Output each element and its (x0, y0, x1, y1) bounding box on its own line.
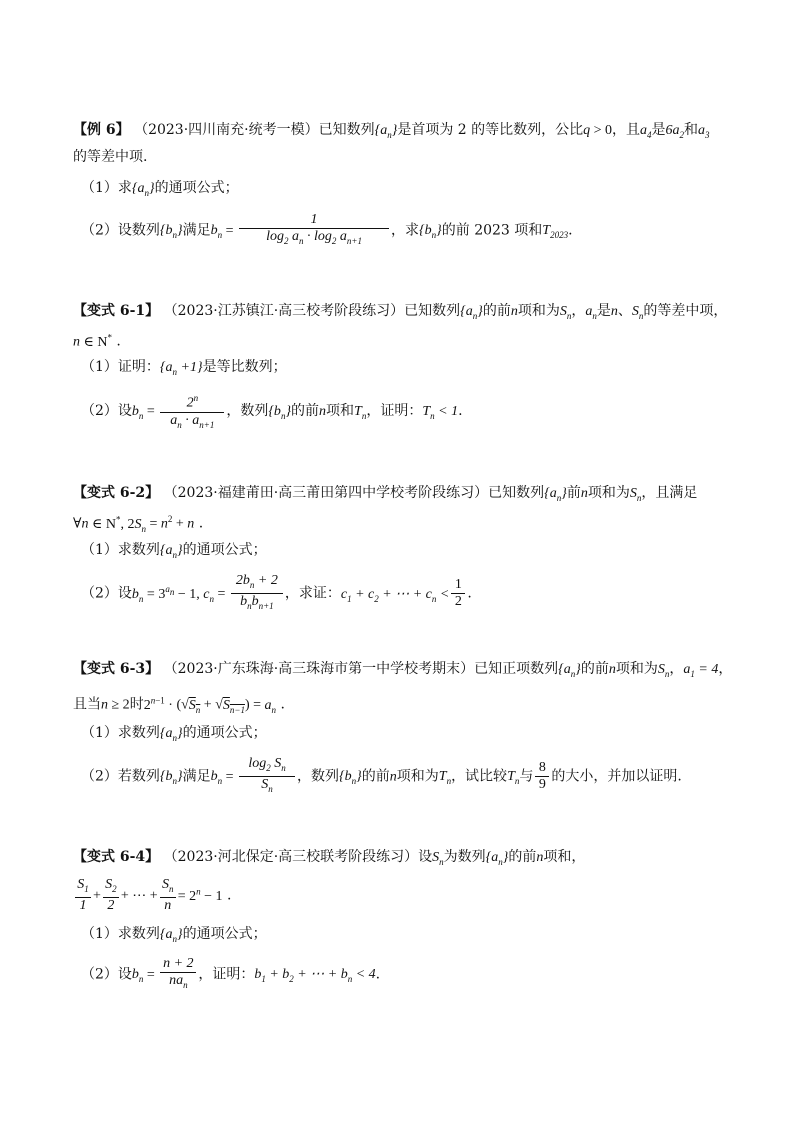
fraction: $\frac{S_n}{n}$ (160, 877, 176, 914)
math: $b_n$ (131, 967, 144, 985)
problem-tag: 【变式 6-2】 (73, 485, 160, 501)
math: $\{a_n\}$ (374, 123, 398, 140)
math: $b_n$ (131, 404, 144, 422)
math: $T_{2023}$ (542, 223, 569, 241)
fraction: $\frac{1}{\log_2 a_n \cdot \log_2 a_{n+1}}$ (239, 212, 389, 249)
problem-v63-part1: （1）求数列$\{a_n\}$的通项公式； (81, 725, 267, 743)
problem-v63-part2: （2）若数列$\{b_n\}$满足$b_n$ = $\frac{\log_2 S_n}{S_n}$ ，数列$\{b_n\}$的前n项和为$T_n$，试比较$T_n$与 $\frac{8}{9}$ 的大小，并加以证明. (81, 756, 682, 798)
problem-v62-statement: 【变式 6-2】 （2023·福建莆田·高三莆田第四中学校考阶段练习）已知数列$\{a_n\}$前n项和为$S_n$，且满足 (73, 485, 698, 503)
math: $\{b_n\}$ (268, 404, 292, 422)
problem-v62-statement-cont: ∀n ∈ N*, $2S_n = n^2 + n$ . (73, 514, 204, 534)
math: $\{b_n\}$ (339, 769, 362, 787)
math: $\{b_n\}$ (159, 223, 183, 241)
problem-tag: 【例 6】 (73, 122, 130, 138)
problem-v62-part1: （1）求数列$\{a_n\}$的通项公式； (81, 542, 267, 560)
math: $\{a_n\}$ (159, 543, 183, 560)
fraction: $\frac{2^n}{a_n \cdot a_{n+1}}$ (160, 390, 224, 432)
problem-ex6-statement: 【例 6】 （2023·四川南充·统考一模）已知数列$\{a_n\}$是首项为 2 的等比数列，公比q > 0，且$a_4$是$6a_2$和$a_3$ (73, 122, 710, 140)
math: $\{a_n +1\}$ (159, 360, 203, 377)
problem-v61-part2: （2）设$b_n$ = $\frac{2^n}{a_n \cdot a_{n+1}}$ ，数列$\{b_n\}$的前n项和$T_n$，证明：$T_n < 1$. (81, 390, 463, 433)
problem-source: （2023·江苏镇江·高三校考阶段练习） (163, 303, 405, 319)
problem-source: （2023·福建莆田·高三莆田第四中学校考阶段练习） (163, 485, 489, 501)
fraction: $\frac{1}{2}$ (451, 577, 465, 610)
math: $b_n$ (131, 586, 144, 604)
math: $T_n$ (438, 769, 452, 787)
math: $b_n$ (210, 223, 223, 241)
math: $T_n < 1$ (422, 404, 459, 422)
math: $S_n$ (432, 850, 444, 867)
math: $T_n$ (507, 769, 520, 787)
fraction: $\frac{2b_n + 2}{b_nb_{n+1}}$ (231, 573, 283, 614)
problem-v63-statement: 【变式 6-3】 （2023·广东珠海·高三珠海市第一中学校考期末）已知正项数列$\{a_n\}$的前n项和为$S_n$，$a_1 = 4$， (73, 661, 733, 679)
math: $S_n$ (629, 486, 642, 503)
problem-source: （2023·四川南充·统考一模） (134, 122, 319, 138)
math: $a_4$ (640, 123, 652, 140)
problem-tag: 【变式 6-1】 (73, 303, 160, 319)
problem-v64-part2: （2）设$b_n$ = $\frac{n + 2}{na_n}$ ，证明：$b_1 + b_2$ + ⋯ + $b_n < 4$. (81, 956, 380, 996)
math: $T_n$ (354, 404, 367, 422)
problem-v64-statement-cont: $\frac{S_1}{1}$ + $\frac{S_2}{2}$ + ⋯ + $\frac{S_n}{n}$ = $2^n - 1$ . (73, 872, 231, 916)
math: $\{a_n\}$ (544, 486, 567, 503)
problem-v64-statement: 【变式 6-4】 （2023·河北保定·高三校联考阶段练习）设$S_n$为数列$\{a_n\}$的前n项和， (73, 849, 586, 867)
fraction: $\frac{\log_2 S_n}{S_n}$ (239, 756, 295, 797)
problem-tag: 【变式 6-4】 (73, 849, 160, 865)
math: $c_1 + c_2$ + ⋯ + $c_n$ < (340, 586, 450, 604)
math: $S_n$ (657, 662, 670, 679)
math: $\{a_n\}$ (131, 181, 155, 198)
math: $\{a_n\}$ (159, 927, 183, 944)
problem-v63-statement-cont: 且当n ≥ 2时$2^{n-1} \cdot (√S_n + √S_{n-1}) = a_n$ . (73, 695, 285, 715)
math: $\{b_n\}$ (419, 223, 442, 241)
math: $a_1 = 4$ (683, 662, 719, 679)
problem-v64-part1: （1）求数列$\{a_n\}$的通项公式； (81, 926, 267, 944)
math: $S_n$ (631, 304, 644, 321)
problem-v61-statement-cont: n ∈ N* . (73, 332, 121, 350)
problem-ex6-part1: （1）求$\{a_n\}$的通项公式； (81, 180, 239, 198)
math: $a_3$ (698, 123, 710, 140)
problem-v62-part2: （2）设$b_n = 3^{a_n} - 1$, $c_n$ = $\frac{2b_n + 2}{b_nb_{n+1}}$ ，求证：$c_1 + c_2$ + ⋯ + $c_n$ < $\frac{1}{2}$ . (81, 572, 472, 615)
problem-v61-statement: 【变式 6-1】 （2023·江苏镇江·高三校考阶段练习）已知数列$\{a_n\}$的前n项和为$S_n$，$a_n$是n、$S_n$的等差中项， (73, 303, 728, 321)
problem-v61-part1: （1）证明：$\{a_n +1\}$是等比数列； (81, 359, 287, 377)
math: $a_n$ (585, 304, 597, 321)
fraction: $\frac{S_2}{2}$ (103, 877, 119, 914)
problem-ex6-part2: （2）设数列$\{b_n\}$满足$b_n$ = $\frac{1}{\log_2 a_n \cdot \log_2 a_{n+1}}$ ，求$\{b_n\}$的前 2023 项和$T_{2023}$. (81, 212, 573, 252)
math: $b_1 + b_2$ + ⋯ + $b_n < 4$ (254, 967, 376, 985)
math: $\{a_n\}$ (558, 662, 581, 679)
math: $\{a_n\}$ (485, 850, 509, 867)
math: $\{b_n\}$ (159, 769, 183, 787)
problem-source: （2023·河北保定·高三校联考阶段练习） (163, 849, 419, 865)
math: q (583, 123, 591, 138)
math: $\{a_n\}$ (460, 304, 483, 321)
fraction: $\frac{n + 2}{na_n}$ (160, 956, 196, 993)
fraction: $\frac{8}{9}$ (535, 760, 549, 793)
problem-ex6-statement-cont: 的等差中项. (73, 149, 148, 165)
math: $b_n$ (210, 769, 223, 787)
math: $S_n$ (559, 304, 572, 321)
math: $6a_2$ (665, 123, 685, 140)
problem-source: （2023·广东珠海·高三珠海市第一中学校考期末） (163, 661, 475, 677)
fraction: $\frac{S_1}{1}$ (75, 877, 91, 914)
math: $\{a_n\}$ (159, 726, 183, 743)
problem-tag: 【变式 6-3】 (73, 661, 160, 677)
